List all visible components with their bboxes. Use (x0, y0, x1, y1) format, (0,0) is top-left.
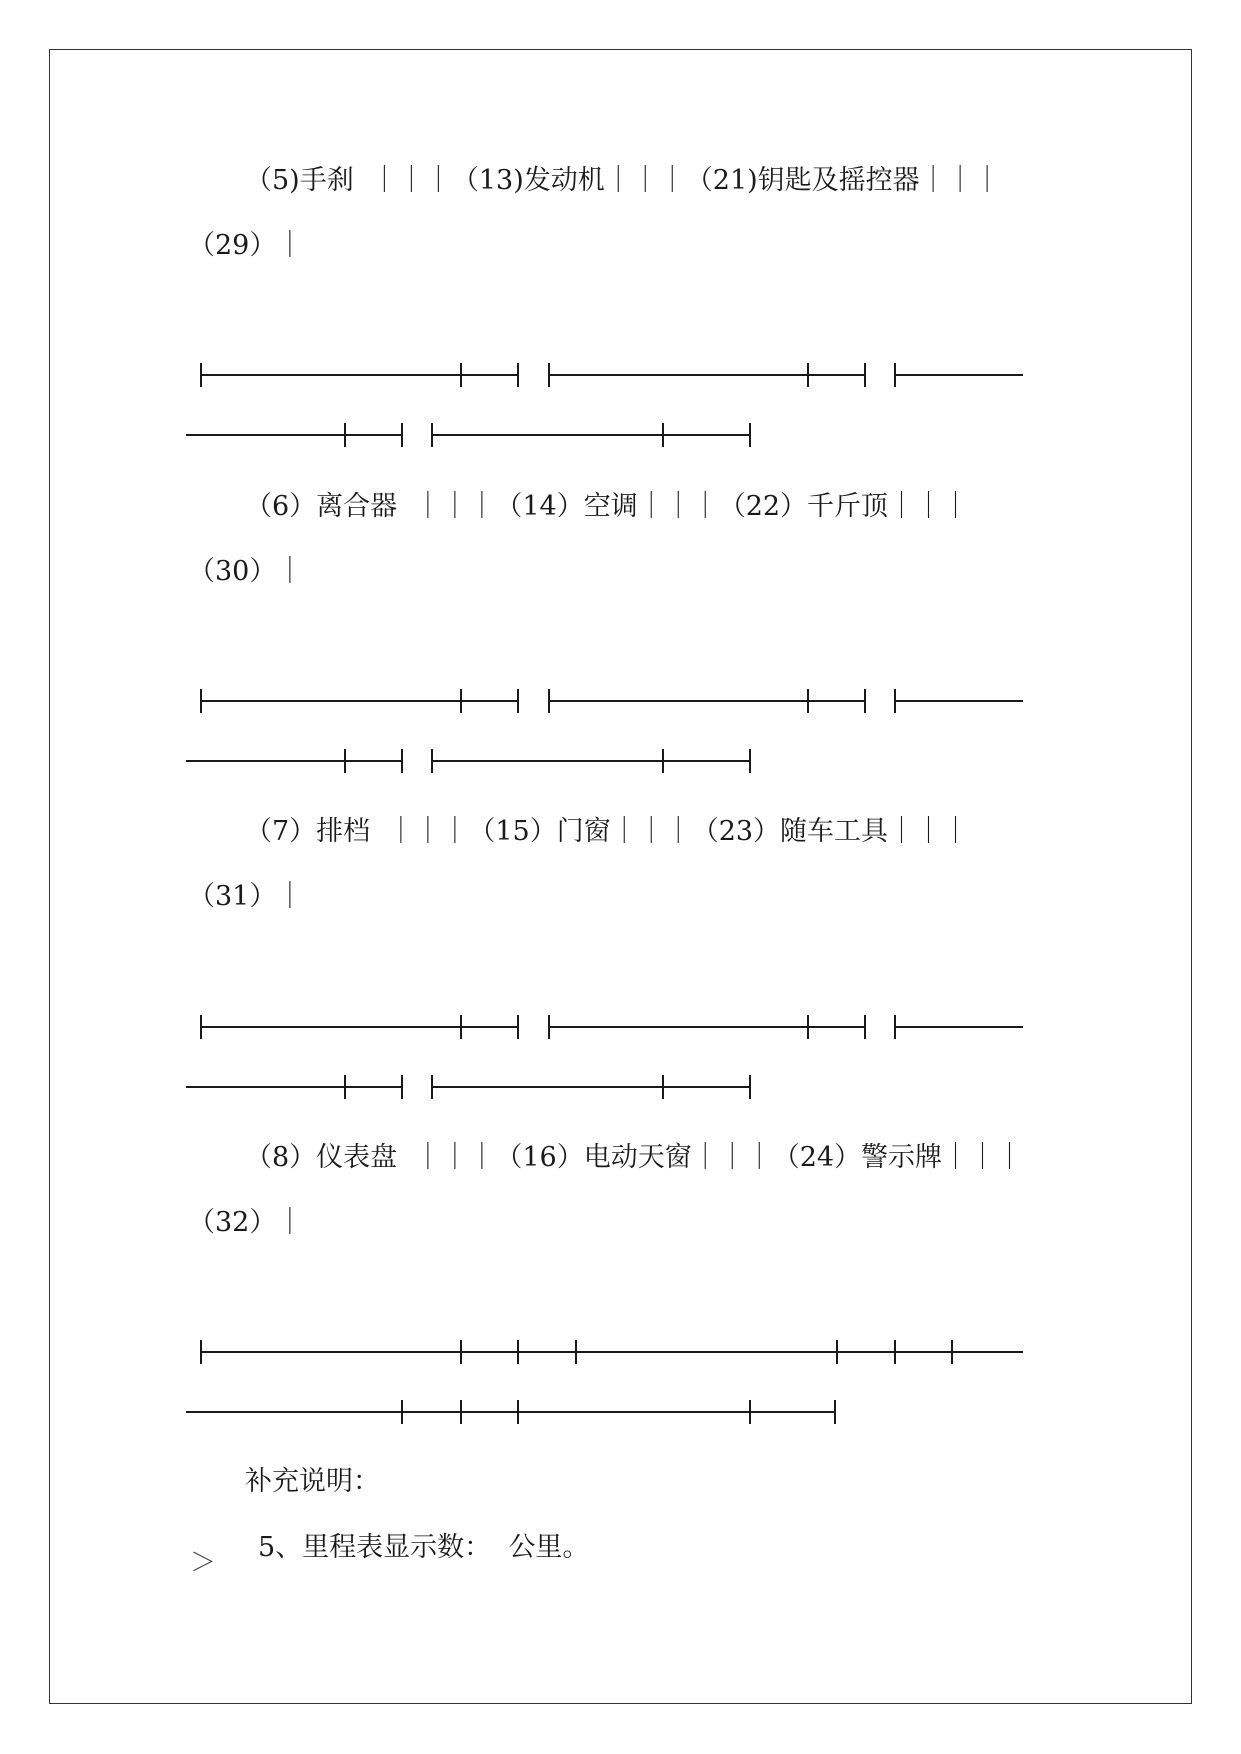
inspection-row-29: （29）｜ (188, 230, 304, 261)
table-rule-bottom (188, 1337, 1058, 1437)
inspection-row-5-13-21: （5)手刹 ｜｜｜（13)发动机｜｜｜（21)钥匙及摇控器｜｜｜ (245, 165, 1001, 196)
supplement-label: 补充说明： (245, 1466, 380, 1497)
table-rule-1 (188, 360, 1058, 460)
table-rule-3 (188, 1012, 1058, 1112)
inspection-row-6-14-22: （6）离合器 ｜｜｜（14）空调｜｜｜（22）千斤顶｜｜｜ (245, 491, 970, 522)
table-rule-2 (188, 686, 1058, 786)
inspection-row-32: （32）｜ (188, 1207, 304, 1238)
page-border (49, 49, 1192, 1704)
bullet-chevron-icon: ＞ (190, 1548, 217, 1578)
inspection-row-30: （30）｜ (188, 556, 304, 587)
mileage-line: 5、里程表显示数： 公里。 (258, 1532, 590, 1563)
inspection-row-31: （31）｜ (188, 881, 304, 912)
inspection-row-8-16-24: （8）仪表盘 ｜｜｜（16）电动天窗｜｜｜（24）警示牌｜｜｜ (245, 1142, 1024, 1173)
inspection-row-7-15-23: （7）排档 ｜｜｜（15）门窗｜｜｜（23）随车工具｜｜｜ (245, 816, 970, 847)
